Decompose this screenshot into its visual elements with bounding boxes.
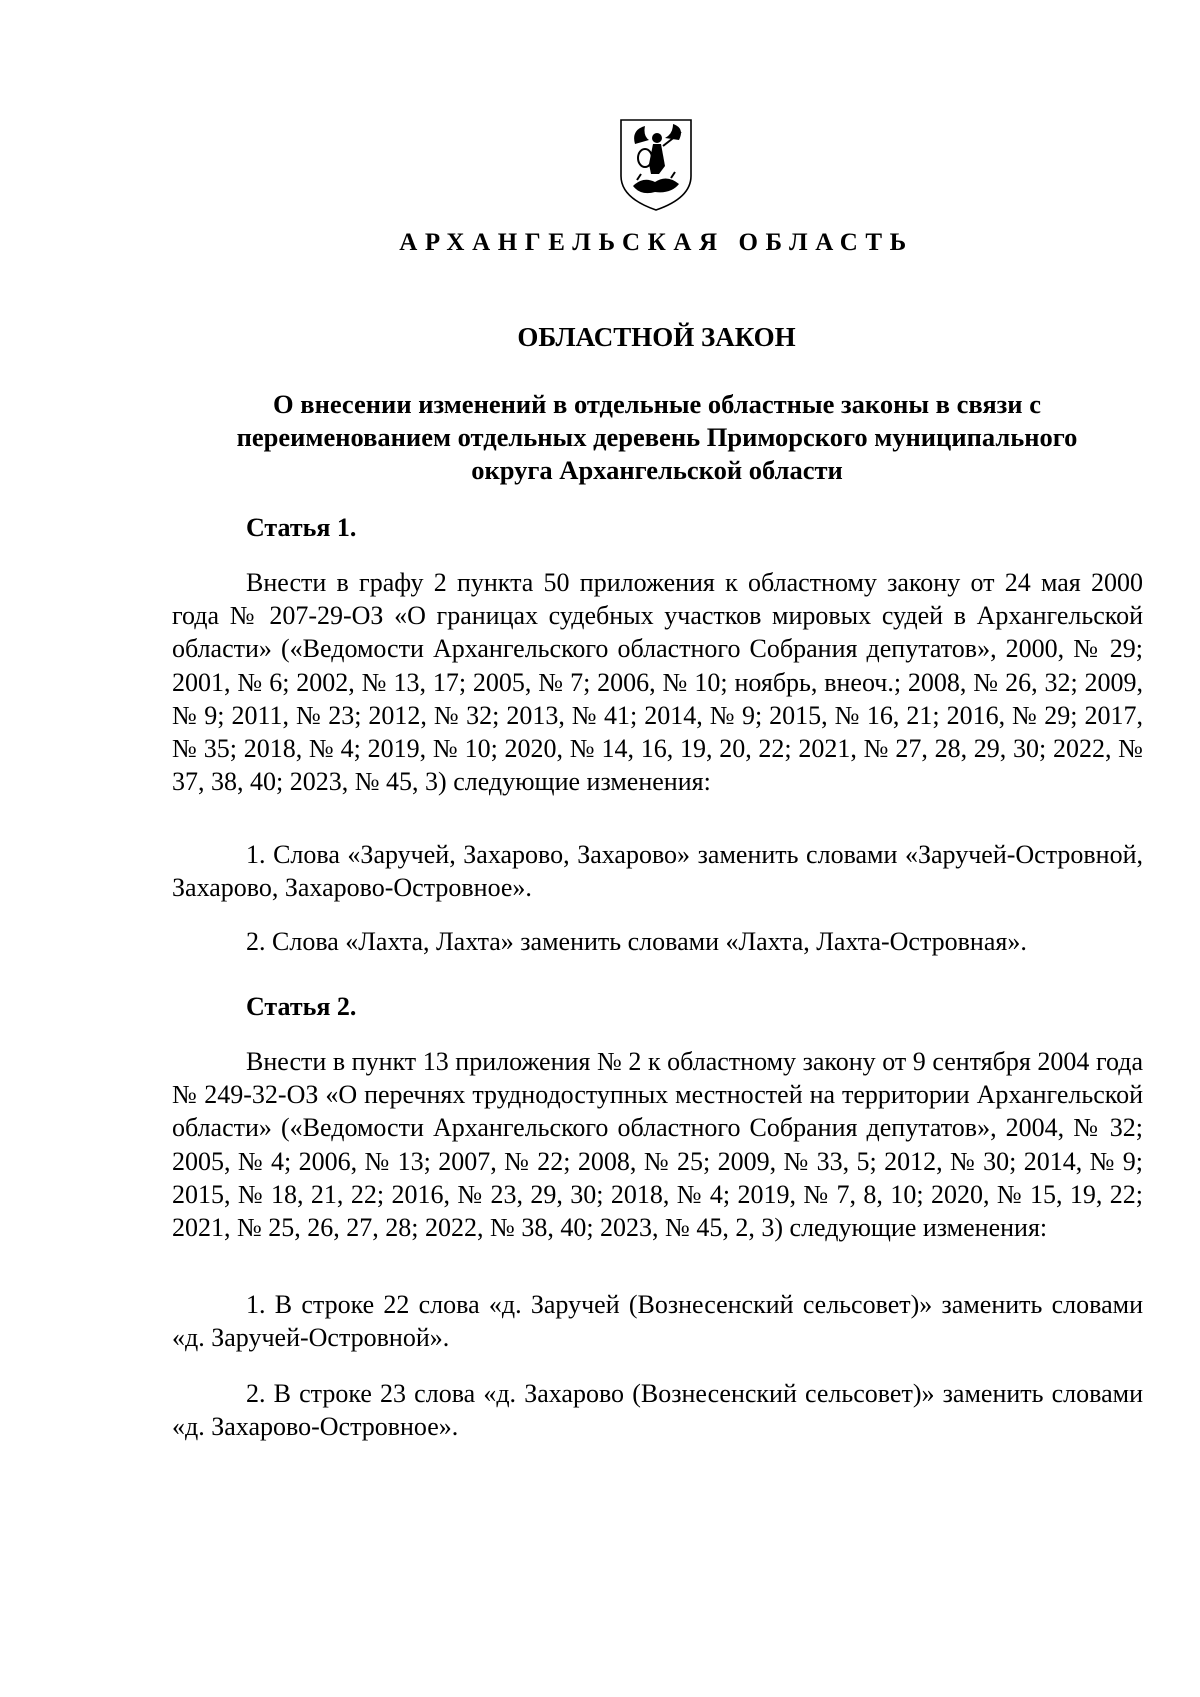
article-1-heading: Статья 1.	[246, 513, 357, 542]
article-2-item-1: 1. В строке 22 слова «д. Заручей (Вознесенский сельсовет)» заменить словами «д. Заручей-Островной».	[172, 1290, 1143, 1353]
article-2-heading: Статья 2.	[246, 992, 357, 1021]
archangel-coat-of-arms-icon	[615, 114, 697, 214]
region-name: АРХАНГЕЛЬСКАЯ ОБЛАСТЬ	[399, 229, 914, 256]
article-2-intro: Внести в пункт 13 приложения № 2 к областному закону от 9 сентября 2004 года № 249-32-ОЗ «О перечнях труднодоступных местностей на территории Архангельской области» («Ведомости Архангельского областного Собрания депутатов», 2004, № 32; 2005, № 4; 2006, № 13; 2007, № 22; 2008, № 25; 2009, № 33, 5; 2012, № 30; 2014, № 9; 2015, № 18, 21, 22; 2016, № 23, 29, 30; 2018, № 4; 2019, № 7, 8, 10; 2020, № 15, 19, 22; 2021, № 25, 26, 27, 28; 2022, № 38, 40; 2023, № 45, 2, 3) следующие изменения:	[172, 1047, 1143, 1243]
article-1-intro: Внести в графу 2 пункта 50 приложения к областному закону от 24 мая 2000 года № 207-29-ОЗ «О границах судебных участков мировых судей в Архангельской области» («Ведомости Архангельского областного Собрания депутатов», 2000, № 29; 2001, № 6; 2002, № 13, 17; 2005, № 7; 2006, № 10; ноябрь, внеоч.; 2008, № 26, 32; 2009, № 9; 2011, № 23; 2012, № 32; 2013, № 41; 2014, № 9; 2015, № 16, 21; 2016, № 29; 2017, № 35; 2018, № 4; 2019, № 10; 2020, № 14, 16, 19, 20, 22; 2021, № 27, 28, 29, 30; 2022, № 37, 38, 40; 2023, № 45, 3) следующие изменения:	[172, 568, 1143, 797]
document-title: О внесении изменений в отдельные областные законы в связи с переименованием отдельных деревень Приморского муниципального округа Архангельской области	[236, 389, 1078, 485]
article-2-item-2: 2. В строке 23 слова «д. Захарово (Вознесенский сельсовет)» заменить словами «д. Захарово-Островное».	[172, 1379, 1143, 1442]
article-1-item-1: 1. Слова «Заручей, Захарово, Захарово» заменить словами «Заручей-Островной, Захарово, Захарово-Островное».	[172, 840, 1143, 903]
article-1-item-2: 2. Слова «Лахта, Лахта» заменить словами «Лахта, Лахта-Островная».	[246, 927, 1027, 956]
document-type: ОБЛАСТНОЙ ЗАКОН	[517, 322, 796, 352]
